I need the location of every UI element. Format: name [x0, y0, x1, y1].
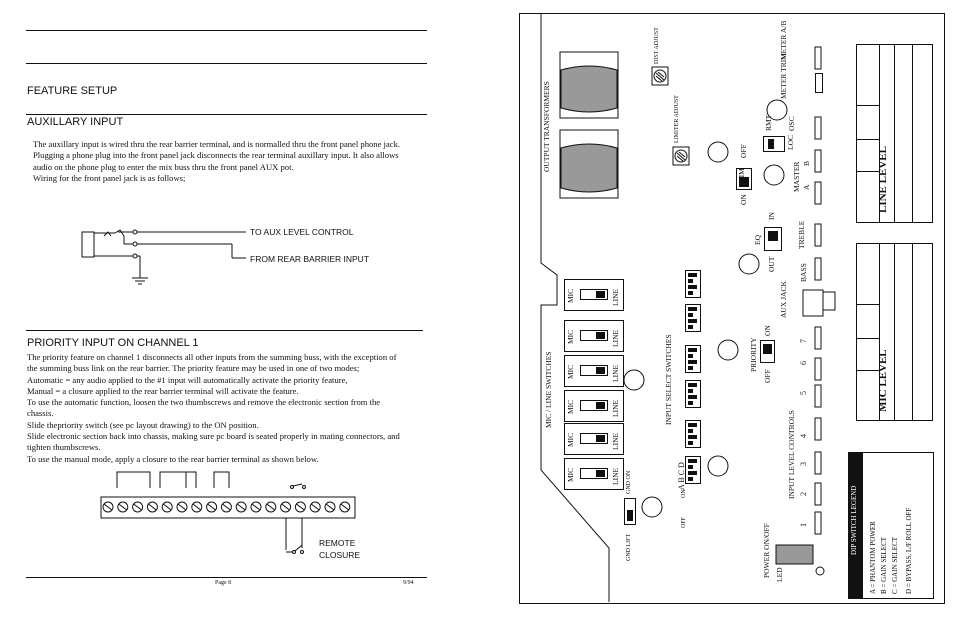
treble-label: TREBLE	[797, 220, 806, 249]
remote-label: REMOTE	[319, 538, 356, 548]
meter-trim-pot[interactable]	[815, 73, 823, 93]
dip-lever	[688, 366, 693, 370]
edge-connector-pin	[815, 258, 821, 280]
meter-ab-label: METER A/B	[779, 20, 788, 60]
aux-line: Plugging a phone plug into the front panel jack disconnects the rear terminal auxillary input. It also allows	[33, 150, 399, 161]
priority-on-label: ON	[763, 325, 772, 336]
aux-line: audio on the phone plug to enter the mix buss thru the front panel AUX pot.	[33, 161, 294, 172]
mic-label: MIC	[566, 432, 575, 447]
edge-connector-pin	[815, 452, 821, 474]
rmt-loc-switch[interactable]	[763, 136, 785, 152]
mic-line-switch-frame	[564, 355, 624, 387]
channel-number-6: 6	[799, 361, 808, 365]
edge-connector-pin	[815, 418, 821, 440]
dip-lever	[688, 395, 697, 399]
loc-label: LOC	[786, 135, 795, 150]
dip-lever	[688, 383, 697, 387]
eq-out-label: OUT	[767, 256, 776, 272]
dip-switch[interactable]	[685, 456, 701, 484]
master-b-label: B	[802, 160, 811, 166]
aux-line: The auxillary input is wired thru the rear barrier terminal, and is normalled thru the front panel phone jack.	[33, 139, 401, 149]
dip-lever	[688, 307, 697, 311]
led-label: LED	[775, 567, 784, 582]
dip-lever	[688, 465, 693, 469]
lim-on-label: ON	[739, 194, 748, 205]
edge-connector-pin	[815, 47, 821, 69]
closure-label: CLOSURE	[319, 550, 361, 560]
dip-lever	[688, 279, 693, 283]
priority-off-label: OFF	[763, 369, 772, 383]
eq-label: EQ	[753, 235, 762, 245]
channel-number-1: 1	[799, 523, 808, 527]
rmt-label: RMT	[764, 114, 773, 131]
dip-on-label: ON	[681, 489, 687, 498]
master-label: MASTER	[792, 161, 801, 192]
mic-line-switch-frame	[564, 320, 624, 352]
edge-connector-pin	[815, 327, 821, 349]
dist-adjust-label: DIST ADJUST	[654, 27, 660, 64]
dip-abcd-label: A B C D	[677, 462, 686, 490]
dip-switch[interactable]	[685, 345, 701, 373]
aux-heading: AUXILLARY INPUT	[27, 116, 124, 128]
dip-lever	[688, 389, 693, 393]
priority-heading: PRIORITY INPUT ON CHANNEL 1	[27, 337, 199, 349]
osc-label: OSC	[787, 116, 796, 131]
edge-connector-pin	[815, 483, 821, 505]
mic-label: MIC	[566, 399, 575, 414]
meter-trim-label: METER TRIM	[779, 53, 788, 99]
priority-line: Slide thepriority switch (see pc layout drawing) to the ON position.	[27, 419, 259, 430]
gnd-on-label: GND ON	[626, 470, 632, 494]
dip-switch[interactable]	[685, 380, 701, 408]
channel-number-3: 3	[799, 462, 808, 466]
channel-number-7: 7	[799, 339, 808, 343]
legend-item-d: D = BYPASS, L/F ROLL OFF	[905, 507, 913, 594]
dip-lever	[688, 429, 693, 433]
line-label: LINE	[611, 399, 620, 417]
dip-lever	[688, 285, 697, 289]
aux-line: Wiring for the front panel jack is as follows;	[33, 172, 186, 183]
mic-level-label: MIC LEVEL	[877, 349, 889, 412]
priority-line: chassis.	[27, 408, 54, 419]
edge-connector-pin	[815, 224, 821, 246]
dip-lever	[688, 477, 693, 481]
edge-connector-pin	[815, 117, 821, 139]
mic-line-switches-label: MIC / LINE SWITCHES	[544, 351, 553, 428]
legend-item-b: B = GAIN SELECT	[880, 536, 888, 594]
line-level-label: LINE LEVEL	[877, 146, 889, 213]
eq-switch[interactable]	[764, 227, 782, 251]
gnd-lift-switch[interactable]	[624, 498, 636, 525]
dip-lever	[688, 313, 693, 317]
limiter-adjust-label: LIMITER ADJUST	[674, 95, 680, 143]
priority-line: Slide electronic section back into chassis, making sure pc board is seated properly in mating connectors, and	[27, 431, 400, 442]
aux-jack-label: AUX JACK	[779, 281, 788, 318]
line-label: LINE	[611, 432, 620, 450]
page-number: Page 8	[215, 580, 232, 586]
line-label: LINE	[611, 364, 620, 382]
edge-connector-pin	[815, 182, 821, 204]
dip-lever	[688, 441, 693, 445]
edge-connector-pin	[815, 150, 821, 172]
edge-connector-pin	[815, 358, 821, 380]
input-select-switches-label: INPUT SELECT SWITCHES	[664, 334, 673, 425]
line-label: LINE	[611, 467, 620, 485]
output-transformers-label: OUTPUT TRANSFORMERS	[542, 81, 551, 172]
dip-off-label: OFF	[681, 516, 687, 528]
mic-line-switch-frame	[564, 390, 624, 422]
gnd-lift-label: GND LIFT	[626, 533, 632, 561]
edge-connector-pin	[815, 512, 821, 534]
dip-lever	[688, 471, 697, 475]
legend-item-a: A = PHANTOM POWER	[869, 521, 877, 594]
bass-label: BASS	[799, 263, 808, 282]
dip-lever	[688, 325, 693, 329]
priority-line: Manual = a closure applied to the rear barrier terminal will activate the feature.	[27, 385, 299, 396]
from-rear-label: FROM REAR BARRIER INPUT	[250, 254, 370, 264]
dip-lever	[688, 459, 697, 463]
dip-lever	[688, 273, 697, 277]
mic-label: MIC	[566, 364, 575, 379]
channel-number-2: 2	[799, 492, 808, 496]
date-label: 9/94	[403, 580, 414, 586]
dip-lever	[688, 348, 697, 352]
feature-setup-heading: FEATURE SETUP	[27, 85, 118, 97]
priority-line: tighten thumbscrews.	[27, 442, 101, 453]
to-aux-label: TO AUX LEVEL CONTROL	[250, 227, 354, 237]
mic-label: MIC	[566, 467, 575, 482]
power-onoff-label: POWER ON/OFF	[762, 523, 771, 578]
lim-off-label: OFF	[739, 144, 748, 158]
priority-line: The priority feature on channel 1 disconnects all other inputs from the summing buss, with the exception of	[27, 352, 397, 362]
priority-line: the summing buss link on the rear barrier. The priority feature may be used in one of two modes;	[27, 363, 360, 374]
priority-line: To use the automatic function, loosen the two thumbscrews and remove the electronic section from the	[27, 397, 381, 408]
dip-lever	[688, 291, 693, 295]
dip-switch[interactable]	[685, 270, 701, 298]
legend-item-c: C = GAIN SELECT	[891, 536, 899, 594]
dip-lever	[688, 435, 697, 439]
mic-label: MIC	[566, 329, 575, 344]
priority-label: PRIORITY	[749, 337, 758, 372]
dip-lever	[688, 319, 697, 323]
dip-lever	[688, 423, 697, 427]
mic-line-switch-frame	[564, 423, 624, 455]
dip-lever	[688, 401, 693, 405]
dip-lever	[688, 354, 693, 358]
dip-lever	[688, 360, 697, 364]
mic-line-switch-frame	[564, 279, 624, 311]
channel-number-5: 5	[799, 391, 808, 395]
channel-number-4: 4	[799, 434, 808, 438]
input-level-controls-label: INPUT LEVEL CONTROLS	[787, 410, 796, 499]
eq-in-label: IN	[767, 212, 776, 220]
line-level-table	[856, 44, 933, 223]
line-label: LINE	[611, 288, 620, 306]
mic-level-table	[856, 243, 933, 421]
priority-line: To use the manual mode, apply a closure to the rear barrier terminal as shown below.	[27, 453, 319, 464]
dip-legend-title: DIP SWITCH LEGEND	[850, 485, 858, 555]
priority-switch[interactable]	[760, 340, 775, 363]
edge-connector-pin	[815, 385, 821, 407]
mic-line-switch-frame	[564, 458, 624, 490]
mic-label: MIC	[566, 288, 575, 303]
dip-switch[interactable]	[685, 420, 701, 448]
line-label: LINE	[611, 329, 620, 347]
lim-label: LIM	[737, 168, 746, 182]
priority-line: Automatic = any audio applied to the #1 input will automatically activate the priority feature,	[27, 374, 348, 385]
master-a-label: A	[802, 184, 811, 190]
dip-switch[interactable]	[685, 304, 701, 332]
